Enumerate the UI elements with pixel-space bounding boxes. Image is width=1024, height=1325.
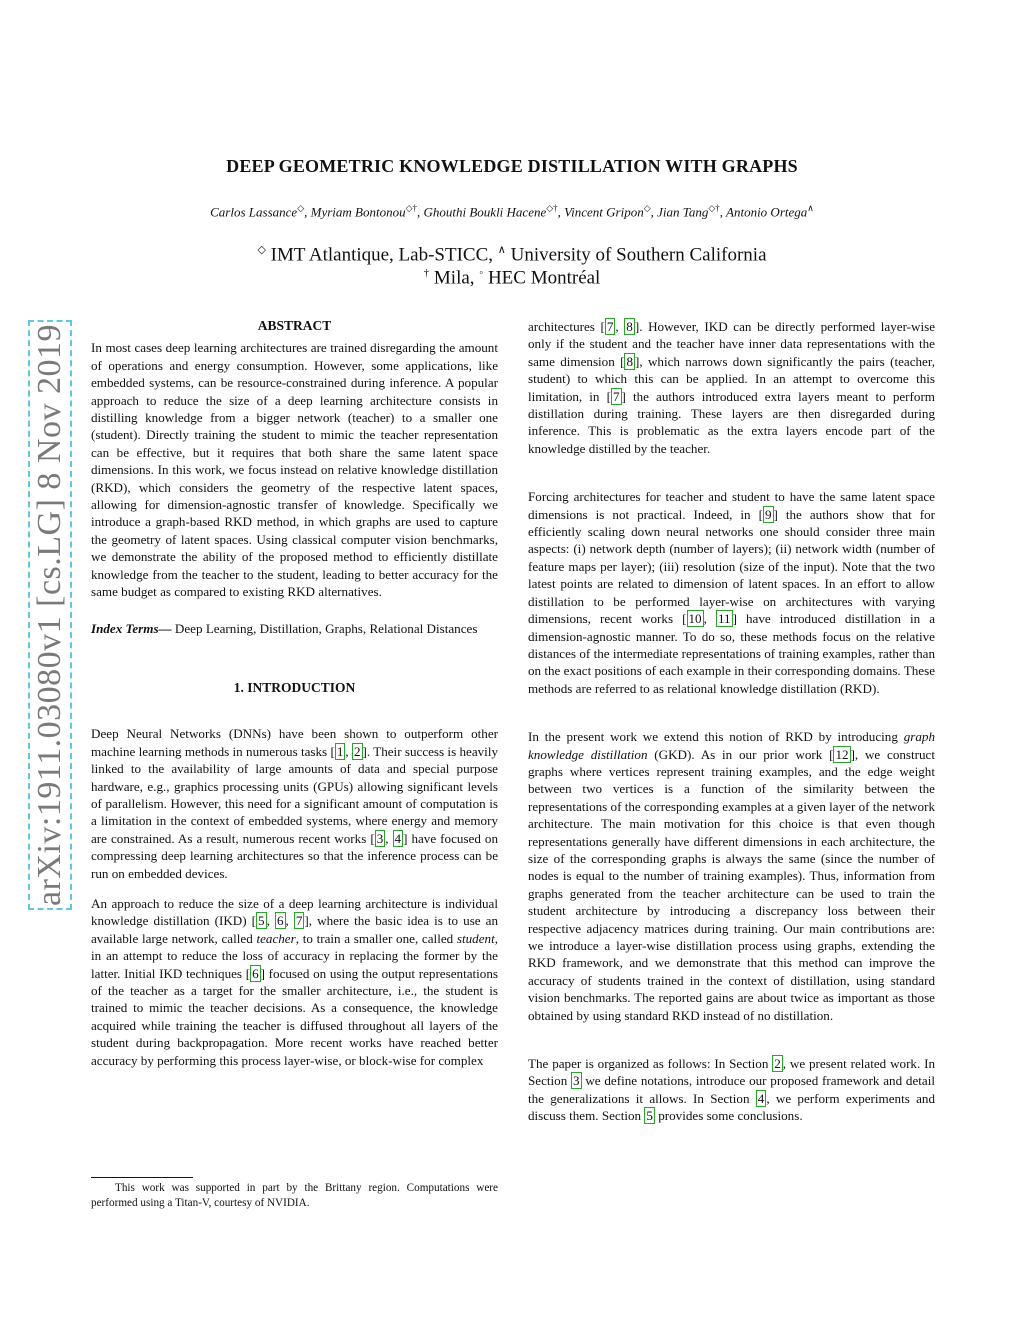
footnote: [91, 1181, 498, 1210]
text-run: ]. However, IKD can be directly performed layer-wise only if the student and the teacher have inner data representations with the same dimension [: [528, 319, 936, 369]
author-marks: ◇†: [708, 203, 720, 213]
citation-link[interactable]: 7: [606, 319, 614, 334]
citation-link[interactable]: 6: [276, 913, 284, 929]
intro-paragraph-2: [91, 895, 498, 1069]
text-run: architectures [: [528, 319, 605, 334]
index-terms-text: Deep Learning, Distillation, Graphs, Relational Distances: [171, 620, 478, 636]
section-link[interactable]: 2: [774, 1056, 781, 1072]
text-run: ] have focused on compressing deep learning architectures so that the inference process can be run on embedded devices.: [91, 830, 499, 881]
citation-link[interactable]: 5: [258, 913, 265, 929]
citation-link[interactable]: 2: [353, 743, 361, 759]
right-paragraph-4: [528, 1055, 935, 1125]
footnote-rule: [91, 1177, 193, 1178]
citation-link[interactable]: 4: [394, 830, 402, 846]
left-column: [91, 317, 498, 1069]
index-terms-label: Index Terms—: [91, 620, 172, 636]
text-run: Forcing architectures for teacher and student to have the same latent space dimensions is not practical. Indeed, in [: [528, 489, 935, 522]
affiliation-line-2: [0, 267, 1024, 289]
citation-link[interactable]: 7: [612, 388, 620, 404]
text-run: ] have introduced distillation in a dimension-agnostic manner. To do so, these methods focus on the relative distances of the intermediate representations of training examples, rather than on the exact positions of each example in their corresponding domains. These methods are referred to as relational knowledge distillation (RKD).: [528, 611, 936, 696]
author-marks: ◇: [643, 203, 651, 213]
section-link[interactable]: 5: [646, 1108, 653, 1124]
text-run: ,: [615, 319, 625, 334]
text-run: ,: [266, 913, 275, 929]
citation-link[interactable]: 9: [764, 506, 772, 522]
author-marks: ∧: [807, 203, 814, 213]
footnote-text: This work was supported in part by the Brittany region. Computations were performed using a Titan-V, courtesy of NVIDIA.: [91, 1182, 498, 1209]
emphasis: teacher: [256, 930, 296, 946]
author-marks: ◇†: [405, 203, 417, 213]
text-run: , we present related work. In Section: [528, 1056, 935, 1089]
author-name: Ghouthi Boukli Hacene: [423, 204, 547, 220]
citation-link[interactable]: 10: [688, 611, 702, 627]
text-run: In the present work we extend this notion of RKD by introducing: [528, 729, 904, 745]
author-marks: ◇: [297, 203, 305, 213]
right-paragraph-2: [528, 488, 935, 697]
section-link[interactable]: 4: [757, 1090, 765, 1106]
text-run: An approach to reduce the size of a deep learning architecture is individual knowledge distillation (IKD) [: [91, 895, 498, 929]
text-run: ]. Their success is heavily linked to the availability of large amounts of data and special purpose hardware, e.g., graphics processing units (GPUs) allowing significant levels of parallelism. However, this need for a significant amount of computation is a limitation in the context of embedded systems, where energy and memory are constrained. As a result, numerous recent works [: [91, 743, 499, 846]
author-list: Carlos Lassance◇, Myriam Bontonou◇†, Ghouthi Boukli Hacene◇†, Vincent Gripon◇, Jian Tang◇†, Antonio Ortega∧: [210, 203, 814, 220]
affil-mark: ◇: [257, 244, 266, 256]
text-run: ] the authors introduced extra layers meant to perform distillation during training. These layers are then disregarded during inference. This is problematic as the extra layers encode part of the knowledge distilled by the teacher.: [528, 388, 935, 456]
text-run: (GKD). As in our prior work [: [647, 746, 834, 762]
author-name: Myriam Bontonou: [310, 204, 406, 220]
citation-link[interactable]: 8: [626, 353, 634, 369]
affil-text: University of Southern California: [505, 244, 767, 266]
affil-text: HEC Montréal: [483, 267, 601, 289]
citation-link[interactable]: 3: [376, 830, 384, 846]
text-run: , to train a smaller one, called: [295, 930, 457, 946]
citation-link[interactable]: 8: [626, 319, 633, 334]
affil-text: IMT Atlantique, Lab-STICC,: [265, 244, 498, 266]
text-run: ,: [385, 830, 393, 846]
abstract-heading: ABSTRACT: [257, 318, 332, 333]
affiliation-line-1: [0, 243, 1024, 266]
author-name: Carlos Lassance: [210, 204, 298, 220]
text-run: provides some conclusions.: [654, 1108, 803, 1124]
emphasis: student: [456, 930, 495, 946]
author-name: Jian Tang: [657, 204, 709, 220]
emphasis: graph knowledge distillation: [528, 729, 935, 762]
author-name: Vincent Gripon: [564, 204, 644, 220]
text-run: ] the authors show that for efficiently scaling down neural networks one should consider three main aspects: (i) network depth (number of layers); (ii) network width (number of feature maps per layer); (iii) resolution (size of the input). Note that the two latest points are related to dimension of latent spaces. In an effort to allow distillation to be performed layer-wise on architectures with varying dimensions, recent works [: [528, 506, 935, 627]
right-column: [528, 318, 935, 1125]
text-run: ] focused on using the output representations of the teacher as a target for the smaller architecture, i.e., the student is trained to mimic the teacher decisions. As a consequence, the knowledge acquired while training the teacher is diffused throughout all layers of the student during backpropagation. More recent works have reached better accuracy by performing this process layer-wise, or block-wise for complex: [91, 965, 498, 1068]
text-run: ], which narrows down significantly the pairs (teacher, student) to which this can be applied. In an attempt to overcome this limitation, in [: [528, 353, 935, 404]
text-run: ], we construct graphs where vertices represent training examples, and the edge weight between two vertices is a function of the similarity between the representations of the corresponding examples at a given layer of the network architecture. The main motivation for this choice is that even though representations generally have different dimensions in each architecture, the size of the corresponding graphs is always the same (since the number of nodes is equal to the number of training examples). Thus, information from graphs generated from the teacher architecture can be used to train the student architecture by introducing a discrepancy loss between their respective adjacency matrices during training. Our main contributions are: we introduce a layer-wise distillation process using graphs, extending the RKD framework, and we demonstrate that this method can improve the accuracy of students trained in the context of distillation, using standard vision benchmarks. The reported gains are about twice as important as those obtained by using standard RKD instead of no distillation.: [528, 746, 935, 1023]
intro-paragraph-1: [91, 725, 498, 882]
text-run: ], where the basic idea is to use an available large network, called: [91, 913, 499, 946]
citation-link[interactable]: 11: [717, 611, 731, 627]
right-paragraph-3: [528, 728, 935, 1024]
author-name: Antonio Ortega: [726, 204, 808, 220]
text-run: ,: [703, 611, 716, 627]
text-run: we define notations, introduce our proposed framework and detail the generalizations it allows. In Section: [528, 1073, 935, 1106]
paper-title: DEEP GEOMETRIC KNOWLEDGE DISTILLATION WITH GRAPHS: [226, 156, 798, 176]
citation-link[interactable]: 7: [295, 913, 303, 929]
affil-text: Mila,: [429, 267, 480, 289]
text-run: The paper is organized as follows: In Section: [528, 1056, 773, 1072]
abstract-text: In most cases deep learning architectures are trained disregarding the amount of operations and energy consumption. However, some applications, like embedded systems, can be resource-constrained during inference. A popular approach to reduce the size of a deep learning architecture consists in distilling knowledge from a bigger network (teacher) to a smaller one (student). Directly training the student to mimic the teacher representation can be effective, but it requires that both share the same latent space dimensions. In this work, we focus instead on relative knowledge distillation (RKD), which considers the geometry of the respective latent spaces, allowing for dimension-agnostic transfer of knowledge. Specifically we introduce a graph-based RKD method, in which graphs are used to capture the geometry of latent spaces. Using classical computer vision benchmarks, we demonstrate the ability of the proposed method to efficiently distillate knowledge from the teacher to the student, leading to better accuracy for the same budget as compared to existing RKD alternatives.: [91, 340, 498, 600]
text-run: ,: [285, 913, 294, 929]
arxiv-stamp[interactable]: [28, 320, 72, 910]
section-link[interactable]: 3: [573, 1073, 580, 1089]
affil-mark: †: [423, 267, 430, 279]
text-run: , in an attempt to reduce the loss of accuracy in replacing the former by the latter. Initial IKD techniques [: [91, 930, 499, 981]
citation-link[interactable]: 12: [835, 746, 849, 762]
citation-link[interactable]: 1: [336, 743, 344, 759]
right-paragraph-1: [528, 318, 935, 457]
text-run: , we perform experiments and discuss them. Section: [528, 1090, 936, 1124]
index-terms: [91, 620, 498, 637]
intro-heading: 1. INTRODUCTION: [233, 679, 356, 695]
text-run: ,: [345, 743, 352, 759]
arxiv-id[interactable]: arXiv:1911.03080v1 [cs.LG] 8 Nov 2019: [31, 324, 69, 906]
author-marks: ◇†: [546, 203, 558, 213]
text-run: Deep Neural Networks (DNNs) have been shown to outperform other machine learning methods in numerous tasks [: [91, 726, 498, 759]
citation-link[interactable]: 6: [252, 965, 259, 981]
affil-mark: ∧: [497, 244, 506, 256]
affil-mark: ◦: [479, 267, 484, 279]
